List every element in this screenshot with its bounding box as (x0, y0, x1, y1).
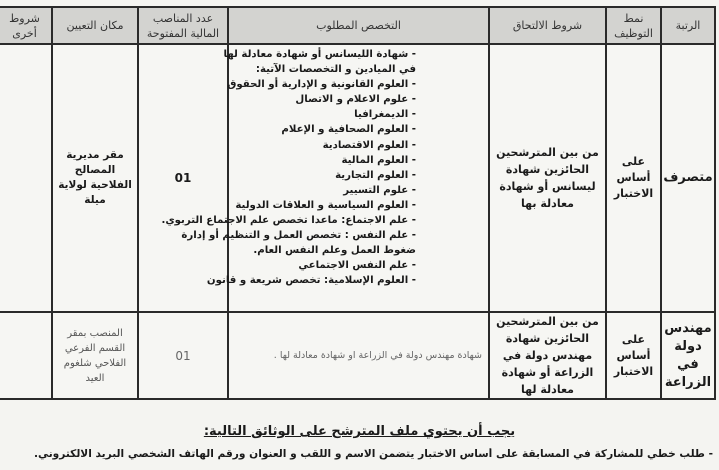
mode-cell: على أساس الاختبار (606, 312, 661, 399)
positions-table (0, 6, 716, 400)
other-cell (0, 312, 52, 399)
specialty-line: - علوم الاعلام و الاتصال (295, 94, 416, 106)
header-place: مكان التعيين (52, 7, 138, 44)
access-cell: من بين المترشحين الحائزين شهادة ليسانس أو شهادة معادلة بها (489, 44, 606, 312)
header-other: شروط أخرى (0, 7, 52, 44)
specialty-line: ضغوط العمل وعلم النفس العام. (253, 245, 416, 257)
specialty-line: - العلوم التجارية (335, 169, 416, 181)
specialty-line: - العلوم القانونية و الإدارية أو الحقوق (227, 79, 416, 91)
table-row (0, 312, 715, 399)
specialty-line: - العلوم الاقتصادية (322, 139, 416, 151)
header-specialty: التخصص المطلوب (228, 7, 489, 44)
header-access: شروط الالتحاق (489, 7, 606, 44)
documents-item: - طلب خطي للمشاركة في المسابقة على أساس الاختبار يتضمن الاسم و اللقب و العنوان ورقم الهاتف الشخصي البريد الالكتروني. (33, 448, 713, 460)
specialty-line: - العلوم الإسلامية: تخصص شريعة و قانون (206, 275, 416, 287)
documents-title: يجب أن يحتوي ملف المترشح على الوثائق التالية: (203, 424, 516, 439)
header-mode: نمط التوظيف (606, 7, 661, 44)
specialty-cell: شهادة مهندس دولة في الزراعة او شهادة معادلة لها . (228, 312, 489, 399)
count-cell: 01 (138, 44, 228, 312)
specialty-line: في الميادين و التخصصات الآتية: (255, 64, 416, 76)
rank-cell: مهندس دولة في الزراعة (661, 312, 715, 399)
place-cell: مقر مديرية المصالح الفلاحية لولاية ميلة (52, 44, 138, 312)
specialty-line: - العلوم السياسية و العلاقات الدولية (235, 199, 416, 211)
specialty-line: - العلوم الصحافية و الإعلام (281, 124, 416, 136)
header-rank: الرتبة (661, 7, 715, 44)
specialty-line: - الديمغرافيا (354, 109, 416, 121)
table-row (0, 44, 715, 312)
mode-cell: على أساس الاختبار (606, 44, 661, 312)
place-cell: المنصب بمقر القسم الفرعي الفلاحي شلغوم العيد (52, 312, 138, 399)
table-header-row (0, 7, 715, 44)
other-cell (0, 44, 52, 312)
specialty-line: - علم النفس : تخصص العمل و التنظيم أو إدارة (181, 230, 416, 242)
count-cell: 01 (138, 312, 228, 399)
specialty-line: - شهادة الليسانس أو شهادة معادلة لها (223, 49, 416, 60)
specialty-line: - العلوم المالية (341, 154, 416, 166)
header-count: عدد المناصب المالية المفتوحة (138, 7, 228, 44)
specialty-line: - علم النفس الاجتماعي (298, 260, 416, 272)
rank-cell: متصرف (661, 44, 715, 312)
specialty-line: - علوم التسيير (343, 184, 416, 196)
specialty-line: - علم الاجتماع: ماعدا تخصص علم الاجتماع التربوي. (161, 215, 416, 227)
access-cell: من بين المترشحين الحائزين شهادة مهندس دولة في الزراعة أو شهادة معادلة لها (489, 312, 606, 399)
